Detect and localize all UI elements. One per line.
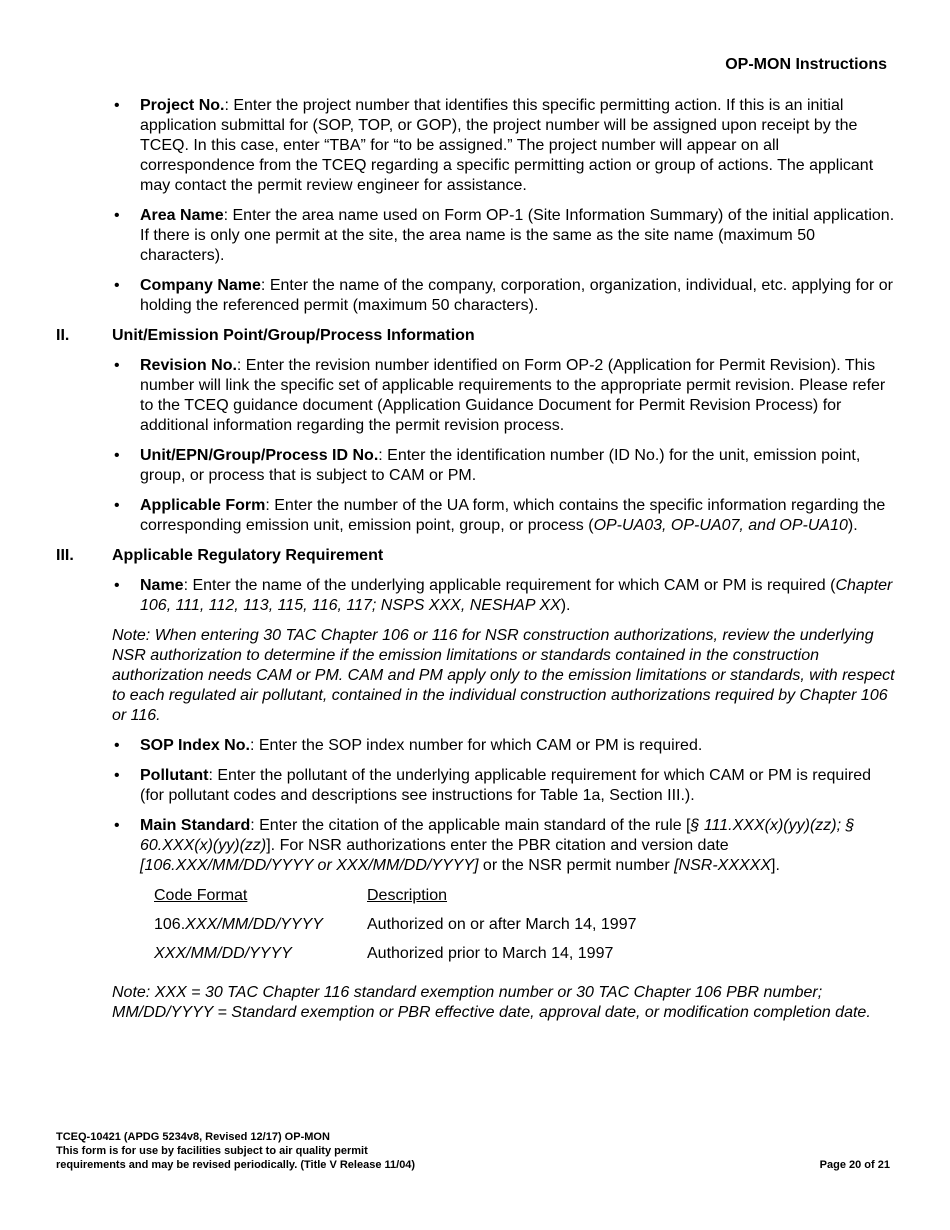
desc-main-standard-4: ]. <box>771 857 780 874</box>
bullet-pollutant <box>140 766 896 806</box>
desc-pollutant: : Enter the pollutant of the underlying applicable requirement for which CAM or PM is required (for pollutant codes and descriptions see instructions for Table 1a, Section III.). <box>140 767 871 804</box>
section-heading-3 <box>56 546 896 566</box>
document-body <box>56 96 896 1033</box>
footer-usage-line-1: This form is for use by facilities subject to air quality permit <box>56 1145 368 1157</box>
main-standard-pbr: [106.XXX/MM/DD/YYYY or XXX/MM/DD/YYYY] <box>140 857 479 874</box>
applicable-form-list: OP-UA03, OP-UA07, and OP-UA10 <box>593 517 848 534</box>
table-row <box>154 915 637 944</box>
code-description-1: Authorized on or after March 14, 1997 <box>367 916 637 933</box>
note-codes-text: Note: XXX = 30 TAC Chapter 116 standard exemption number or 30 TAC Chapter 106 PBR number; MM/DD/YYYY = Standard exemption or PBR effective date, approval date, or modification completion date. <box>112 984 871 1021</box>
desc-applicable-form: : Enter the number of the UA form, which contains the specific information regarding the corresponding emission unit, emission point, group, or process ( <box>140 497 886 534</box>
code-format-2: XXX/MM/DD/YYYY <box>154 945 292 962</box>
bullet-area-name <box>140 206 896 266</box>
bullet-name <box>140 576 896 616</box>
desc-area-name: : Enter the area name used on Form OP-1 (Site Information Summary) of the initial application. If there is only one permit at the site, the area name is the same as the site name (maximum 50 characters). <box>140 207 895 264</box>
footer-form-id: TCEQ-10421 (APDG 5234v8, Revised 12/17) OP-MON <box>56 1131 330 1143</box>
desc-revision-no: : Enter the revision number identified on Form OP-2 (Application for Permit Revision). This number will link the specific set of applicable requirements to the appropriate permit revision. Please refer to the TCEQ guidance document (Application Guidance Document for Permit Revision Process) for additional information regarding the permit revision process. <box>140 357 886 434</box>
bullet-applicable-form <box>140 496 896 536</box>
desc-unit-id-no: : Enter the identification number (ID No.) for the unit, emission point, group, or process that is subject to CAM or PM. <box>140 447 861 484</box>
header-description: Description <box>367 887 448 904</box>
footer-page-number: Page 20 of 21 <box>819 1159 890 1171</box>
header-code-format: Code Format <box>154 887 248 904</box>
desc-main-standard-2: ]. For NSR authorizations enter the PBR citation and version date <box>266 837 729 854</box>
desc-company-name: : Enter the name of the company, corporation, organization, individual, etc. applying for or holding the referenced permit (maximum 50 characters). <box>140 277 893 314</box>
bullet-revision-no <box>140 356 896 436</box>
bullet-unit-id-no <box>140 446 896 486</box>
term-main-standard: Main Standard <box>140 817 251 834</box>
bullet-company-name <box>140 276 896 316</box>
code-description-2: Authorized prior to March 14, 1997 <box>367 945 614 962</box>
table-row <box>154 944 637 973</box>
term-revision-no: Revision No. <box>140 357 237 374</box>
term-sop-index: SOP Index No. <box>140 737 250 754</box>
term-name: Name <box>140 577 184 594</box>
name-examples: Chapter 106, 111, 112, 113, 115, 116, 117; NSPS XXX, NESHAP XX <box>140 577 893 614</box>
bullet-project-no <box>140 96 896 196</box>
desc-project-no: : Enter the project number that identifies this specific permitting action. If this is an initial application submittal for (SOP, TOP, or GOP), the project number will be assigned upon receipt by the TCEQ. In this case, enter “TBA” for “to be assigned.” The project number will appear on all correspondence from the TCEQ regarding a specific permitting action or group of actions. The applicant may contact the permit review engineer for assistance. <box>140 97 874 194</box>
desc-sop-index: : Enter the SOP index number for which CAM or PM is required. <box>249 737 703 754</box>
term-company-name: Company Name <box>140 277 261 294</box>
term-unit-id-no: Unit/EPN/Group/Process ID No. <box>140 447 379 464</box>
main-standard-citation: § 111.XXX(x)(yy)(zz); § 60.XXX(x)(yy)(zz) <box>140 817 855 854</box>
page-header-title: OP-MON Instructions <box>725 56 887 73</box>
code-prefix: 106. <box>154 916 186 933</box>
section-number-3: III. <box>56 547 74 564</box>
bullet-sop-index <box>140 736 896 756</box>
desc-main-standard-3: or the NSR permit number <box>478 857 675 874</box>
term-project-no: Project No. <box>140 97 225 114</box>
table-header-row <box>154 886 637 915</box>
desc-main-standard-1: : Enter the citation of the applicable main standard of the rule [ <box>250 817 691 834</box>
note-nsr <box>112 626 896 726</box>
note-codes <box>112 983 896 1023</box>
code-format-table <box>154 886 896 973</box>
term-pollutant: Pollutant <box>140 767 209 784</box>
note-nsr-text: Note: When entering 30 TAC Chapter 106 or 116 for NSR construction authorizations, review the underlying NSR authorization to determine if the emission limitations or standards contained in the construction authorization needs CAM or PM. CAM and PM apply only to the emission limitations or standards, with respect to each regulated air pollutant, contained in the individual construction authorizations required by Chapter 106 or 116. <box>112 627 895 724</box>
section-heading-2 <box>56 326 896 346</box>
section-title-3: Applicable Regulatory Requirement <box>112 547 384 564</box>
desc-name: : Enter the name of the underlying applicable requirement for which CAM or PM is required ( <box>183 577 836 594</box>
page-footer <box>56 1130 890 1172</box>
applicable-form-end: ). <box>847 517 858 534</box>
name-end: ). <box>560 597 571 614</box>
bullet-main-standard <box>140 816 896 876</box>
code-format-1: XXX/MM/DD/YYYY <box>185 916 323 933</box>
term-applicable-form: Applicable Form <box>140 497 266 514</box>
term-area-name: Area Name <box>140 207 224 224</box>
section-title-2: Unit/Emission Point/Group/Process Information <box>112 327 475 344</box>
main-standard-nsr: [NSR-XXXXX <box>674 857 772 874</box>
footer-usage-line-2: requirements and may be revised periodically. (Title V Release 11/04) <box>56 1159 416 1171</box>
section-number-2: II. <box>56 327 70 344</box>
